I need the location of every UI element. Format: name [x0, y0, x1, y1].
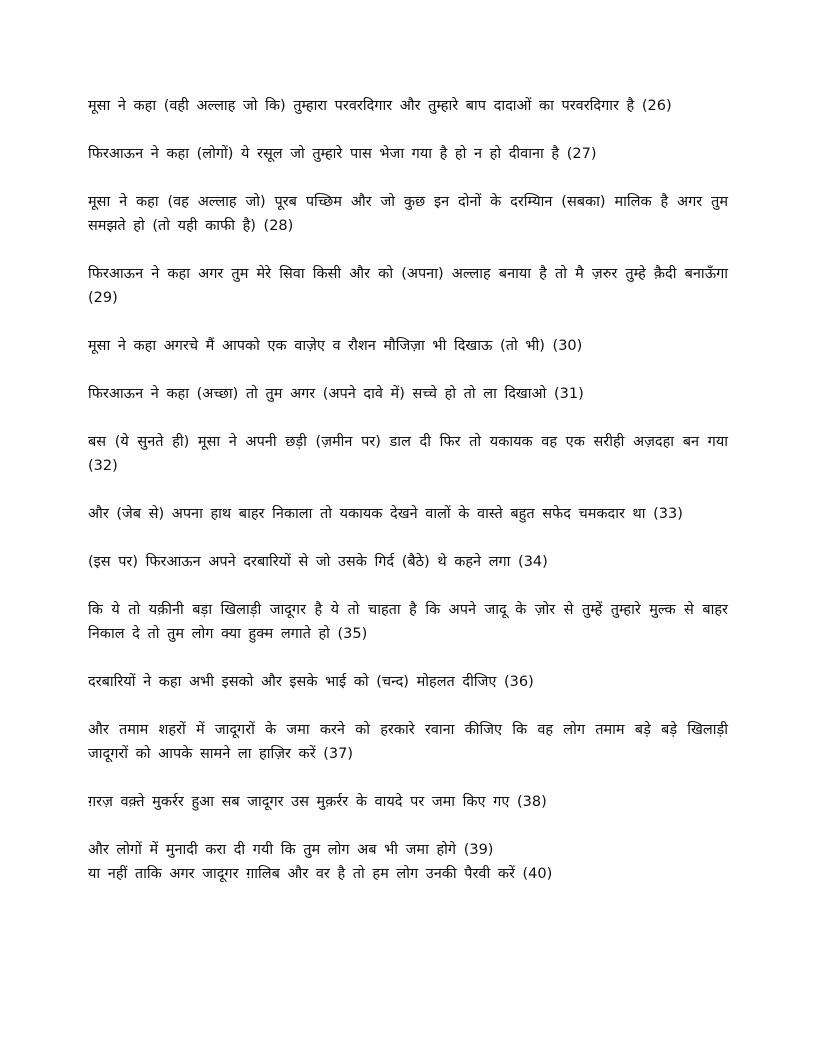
verse-29: फिरआऊन ने कहा अगर तुम मेरे सिवा किसी और को (अपना) अल्लाह बनाया है तो मै ज़रुर तुम्हे क़ैदी बनाऊँगा (29)	[88, 266, 728, 306]
verse-30: मूसा ने कहा अगरचे मैं आपको एक वाज़ेए व रौशन मौजिज़ा भी दिखाऊ (तो भी) (30)	[88, 338, 583, 354]
verse-35: कि ये तो यक़ीनी बड़ा खिलाड़ी जादूगर है ये तो चाहता है कि अपने जादू के ज़ोर से तुम्हें तुम्हारे मुल्क से बाहर निकाल दे तो तुम लोग क्या हुक्म लगाते हो (35)	[88, 602, 728, 642]
verse-34: (इस पर) फिरआऊन अपने दरबारियों से जो उसके गिर्द (बैठे) थे कहने लगा (34)	[88, 554, 548, 570]
verse-33: और (जेब से) अपना हाथ बाहर निकाला तो यकायक देखने वालों के वास्ते बहुत सफेद चमकदार था (33)	[88, 506, 683, 522]
verse-37: और तमाम शहरों में जादूगरों के जमा करने को हरकारे रवाना कीजिए कि वह लोग तमाम बड़े बड़े खिलाड़ी जादूगरों को आपके सामने ला हाज़िर करें (37)	[88, 722, 728, 762]
verse-36: दरबारियों ने कहा अभी इसको और इसके भाई को (चन्द) मोहलत दीजिए (36)	[88, 674, 534, 690]
verse-28: मूसा ने कहा (वह अल्लाह जो) पूरब पच्छिम और जो कुछ इन दोनों के दरम्यिान (सबका) मालिक है अगर तुम समझते हो (तो यही काफी है) (28)	[88, 194, 728, 234]
verse-26: मूसा ने कहा (वही अल्लाह जो कि) तुम्हारा परवरदिगार और तुम्हारे बाप दादाओं का परवरदिगार है (26)	[88, 98, 672, 114]
verse-31: फिरआऊन ने कहा (अच्छा) तो तुम अगर (अपने दावे में) सच्चे हो तो ला दिखाओ (31)	[88, 386, 584, 402]
document-page	[88, 94, 728, 886]
verse-40: या नहीं ताकि अगर जादूगर ग़ालिब और वर है तो हम लोग उनकी पैरवी करें (40)	[88, 866, 553, 882]
verse-32: बस (ये सुनते ही) मूसा ने अपनी छड़ी (ज़मीन पर) डाल दी फिर तो यकायक वह एक सरीही अज़दहा बन गया (32)	[88, 434, 728, 474]
verse-27: फिरआऊन ने कहा (लोगों) ये रसूल जो तुम्हारे पास भेजा गया है हो न हो दीवाना है (27)	[88, 146, 597, 162]
verse-39: और लोगों में मुनादी करा दी गयी कि तुम लोग अब भी जमा होगे (39)	[88, 842, 494, 858]
verse-38: ग़रज़ वक़्ते मुकर्रर हुआ सब जादूगर उस मुक़र्रर के वायदे पर जमा किए गए (38)	[88, 794, 547, 810]
